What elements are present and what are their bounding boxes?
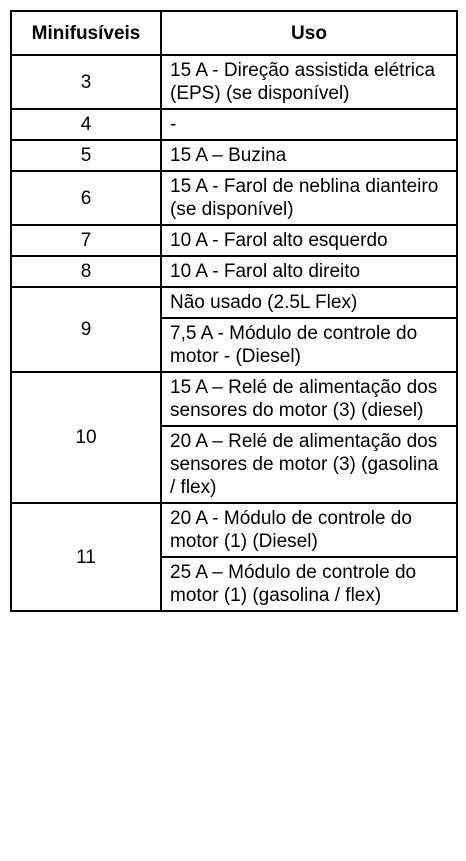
table-row [11,372,457,426]
fuse-use: Não usado (2.5L Flex) [161,287,457,318]
header-row [11,11,457,55]
fuse-use: 7,5 A - Módulo de controle do motor - (Diesel) [161,318,457,372]
table-row [11,256,457,287]
table-row [11,287,457,318]
table-row [11,55,457,109]
fuse-use: 15 A – Relé de alimentação dos sensores do motor (3) (diesel) [161,372,457,426]
header-use: Uso [161,11,457,55]
fuse-number: 9 [11,287,161,372]
fuse-use: 15 A - Direção assistida elétrica (EPS) (se disponível) [161,55,457,109]
fuse-use: - [161,109,457,140]
fuse-number: 3 [11,55,161,109]
fuse-number: 5 [11,140,161,171]
fuse-table [10,10,458,612]
fuse-use: 10 A - Farol alto esquerdo [161,225,457,256]
table-row [11,171,457,225]
fuse-use: 15 A – Buzina [161,140,457,171]
fuse-use: 15 A - Farol de neblina dianteiro (se disponível) [161,171,457,225]
fuse-use: 20 A - Módulo de controle do motor (1) (Diesel) [161,503,457,557]
fuse-number: 10 [11,372,161,503]
table-row [11,225,457,256]
table-row [11,503,457,557]
fuse-use: 20 A – Relé de alimentação dos sensores de motor (3) (gasolina / flex) [161,426,457,503]
header-fuse: Minifusíveis [11,11,161,55]
table-row [11,109,457,140]
fuse-use: 10 A - Farol alto direito [161,256,457,287]
fuse-use: 25 A – Módulo de controle do motor (1) (gasolina / flex) [161,557,457,611]
fuse-number: 11 [11,503,161,611]
table-row [11,140,457,171]
fuse-number: 7 [11,225,161,256]
fuse-number: 6 [11,171,161,225]
fuse-number: 4 [11,109,161,140]
fuse-number: 8 [11,256,161,287]
